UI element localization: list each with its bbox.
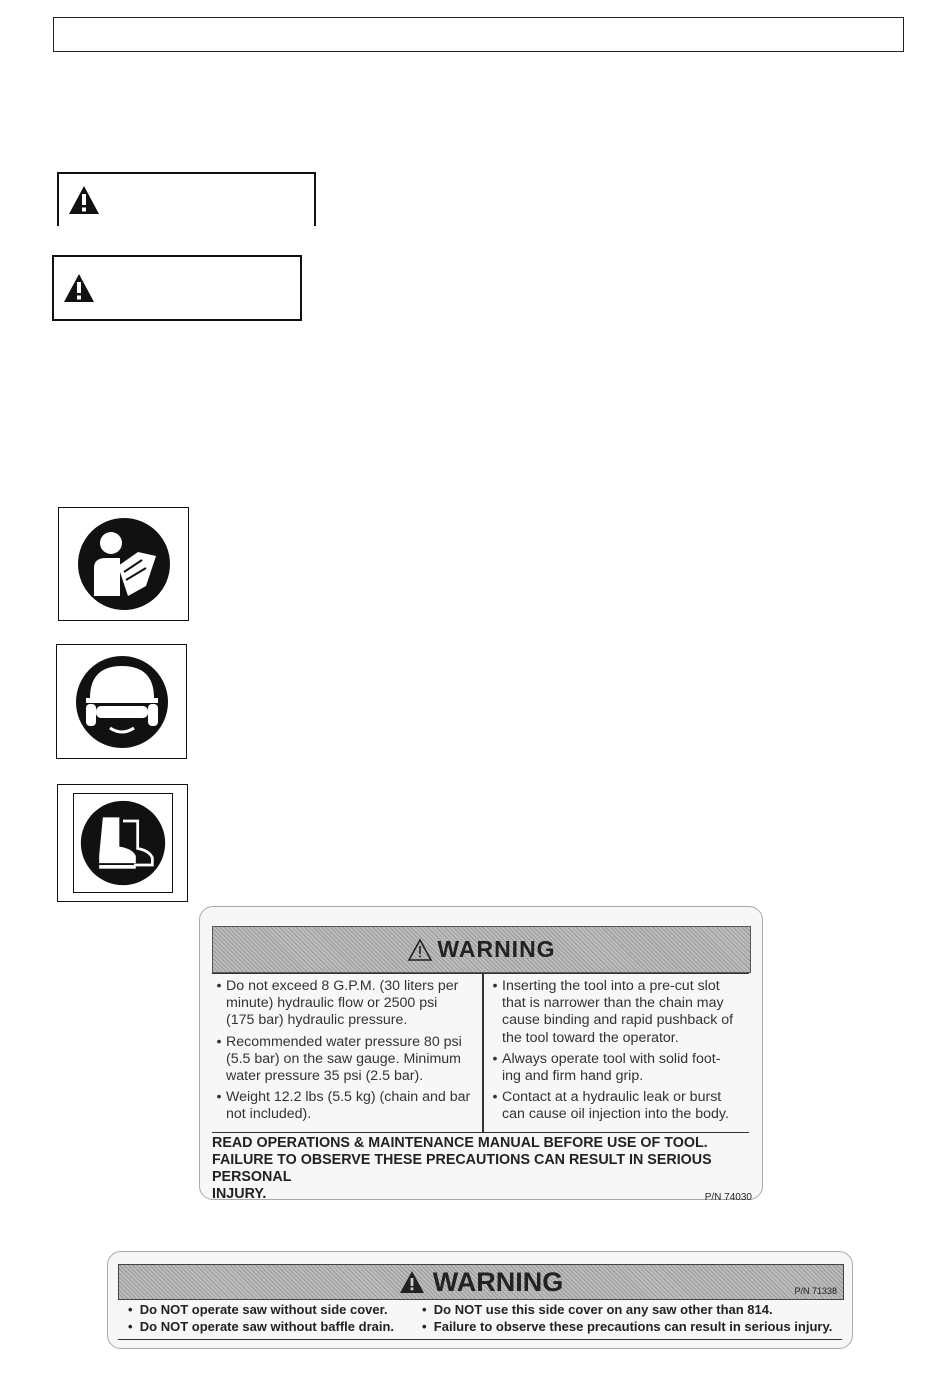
head-eye-ear-protection-pictogram bbox=[56, 644, 187, 759]
warning-triangle-icon bbox=[67, 183, 101, 217]
header-bar bbox=[53, 17, 904, 52]
decal-footer bbox=[212, 1135, 752, 1206]
list-item: • Recommended water pressure 80 psi (5.5 bar) on the saw gauge. Minimum water pressure 35 psi (2.5 bar). bbox=[216, 1033, 462, 1085]
caution-alert-box bbox=[52, 255, 302, 321]
decal-body bbox=[212, 973, 749, 1133]
list-item: • Do NOT use this side cover on any saw other than 814. bbox=[422, 1302, 773, 1317]
warning-decal-71338 bbox=[107, 1251, 853, 1349]
decal-right-column bbox=[488, 978, 740, 1128]
decal-body bbox=[118, 1299, 842, 1340]
part-number: P/N 71338 bbox=[794, 1286, 837, 1296]
warning-triangle-icon bbox=[407, 938, 433, 962]
warning-triangle-icon bbox=[62, 271, 96, 305]
read-manual-icon bbox=[76, 516, 172, 612]
list-item: • Do NOT operate saw without side cover. bbox=[128, 1302, 388, 1317]
list-item: • Failure to observe these precautions can result in serious injury. bbox=[422, 1319, 833, 1334]
list-item: • Do NOT operate saw without baffle drain. bbox=[128, 1319, 395, 1334]
decal-header bbox=[212, 926, 751, 973]
footer-line: FAILURE TO OBSERVE THESE PRECAUTIONS CAN RESULT IN SERIOUS PERSONAL bbox=[212, 1152, 712, 1185]
warning-decal-74030 bbox=[199, 906, 763, 1203]
read-manual-pictogram bbox=[58, 507, 189, 621]
column-divider bbox=[482, 974, 484, 1132]
list-item: • Do not exceed 8 G.P.M. (30 liters per minute) hydraulic flow or 2500 psi (175 bar) hydraulic pressure. bbox=[216, 978, 459, 1029]
safety-boots-icon bbox=[79, 799, 167, 887]
list-item: • Contact at a hydraulic leak or burst can cause oil injection into the body. bbox=[492, 1089, 729, 1123]
hard-hat-eye-ear-protection-icon bbox=[74, 654, 170, 750]
list-item: • Always operate tool with solid foot- ing and firm hand grip. bbox=[492, 1050, 721, 1085]
decal-title: WARNING bbox=[432, 1266, 564, 1297]
list-item: • Weight 12.2 lbs (5.5 kg) (chain and bar not included). bbox=[216, 1089, 471, 1123]
decal-title: WARNING bbox=[437, 936, 556, 962]
footer-line: INJURY. bbox=[212, 1186, 267, 1202]
warning-alert-box bbox=[57, 172, 316, 226]
decal-header bbox=[118, 1264, 844, 1300]
list-row bbox=[118, 1302, 842, 1319]
decal-left-column bbox=[212, 978, 478, 1128]
footer-line: READ OPERATIONS & MAINTENANCE MANUAL BEFORE USE OF TOOL. bbox=[212, 1135, 708, 1151]
list-row bbox=[118, 1319, 842, 1336]
list-item: • Inserting the tool into a pre-cut slot that is narrower than the chain may cause binding and rapid pushback of the tool toward the operator. bbox=[492, 978, 734, 1046]
warning-triangle-icon bbox=[399, 1270, 425, 1294]
part-number: P/N 74030 bbox=[704, 1192, 752, 1203]
safety-boots-pictogram bbox=[57, 784, 188, 902]
